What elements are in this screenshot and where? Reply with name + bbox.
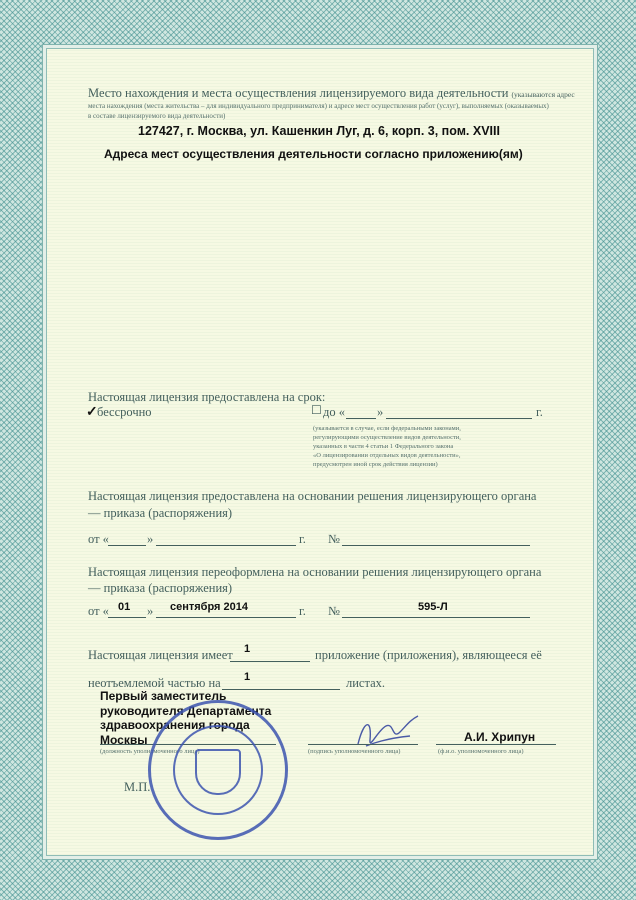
- location-heading: Место нахождения и места осуществления лицензируемого вида деятельности: [88, 86, 509, 100]
- coat-of-arms-icon: [195, 749, 241, 795]
- basis-year-suffix: г.: [299, 532, 306, 546]
- location-note-line2: места нахождения (места жительства – для индивидуального предпринимателя) и адресе мест осуществления работ (услуг), выполняемых (оказываемых): [88, 102, 549, 110]
- reissue-day-line: [108, 617, 146, 618]
- license-address: 127427, г. Москва, ул. Кашенкин Луг, д. 6, корп. 3, пом. XVIII: [138, 124, 500, 138]
- basis-number-line: [342, 545, 530, 546]
- reissue-day: 01: [118, 601, 131, 613]
- position-line: Москвы: [100, 732, 148, 747]
- basis-quote-close: »: [147, 532, 154, 546]
- basis-line2: — приказа (распоряжения): [88, 506, 233, 520]
- reissue-line1: Настоящая лицензия переоформлена на основании решения лицензирующего органа: [88, 565, 542, 579]
- basis-from-prefix: от «: [88, 532, 109, 546]
- seal-place-mark: М.П.: [124, 780, 151, 794]
- term-indefinite: бессрочно: [97, 405, 152, 419]
- reissue-line2: — приказа (распоряжения): [88, 581, 233, 595]
- appendix-count-line: [230, 661, 310, 662]
- reissue-number: 595-Л: [418, 601, 448, 613]
- addresses-note: Адреса мест осуществления деятельности согласно приложению(ям): [104, 147, 523, 161]
- appendix-line2-prefix: неотъемлемой частью на: [88, 676, 221, 690]
- appendix-sheets: 1: [244, 671, 251, 683]
- name-line-rule: [436, 744, 556, 745]
- term-label: Настоящая лицензия предоставлена на срок:: [88, 390, 326, 404]
- position-caption: (должность уполномоченного лица): [100, 748, 200, 755]
- until-mid: »: [377, 405, 384, 419]
- reissue-month-year: сентября 2014: [170, 601, 248, 613]
- name-caption: (ф.и.о. уполномоченного лица): [438, 748, 524, 755]
- reissue-number-sign: №: [328, 604, 340, 618]
- appendix-line1-prefix: Настоящая лицензия имеет: [88, 648, 233, 662]
- appendix-line2-suffix: листах.: [346, 676, 386, 690]
- term-note-line: регулирующими осуществление видов деятельности,: [313, 434, 461, 441]
- term-note-line: указанных в части 4 статьи 1 Федерального закона: [313, 443, 454, 450]
- reissue-date-line: [156, 617, 296, 618]
- until-suffix: г.: [536, 405, 543, 419]
- until-date-line: [386, 418, 532, 419]
- basis-day-line: [108, 545, 146, 546]
- appendix-count: 1: [244, 643, 251, 655]
- term-note: [313, 424, 493, 469]
- check-mark: ✓: [86, 403, 98, 419]
- term-note-line: «О лицензировании отдельных видов деятельности»,: [313, 452, 461, 459]
- location-heading-block: [88, 86, 578, 102]
- until-prefix: до «: [323, 405, 345, 419]
- position-line: руководителя Департамента: [100, 703, 272, 718]
- basis-line1: Настоящая лицензия предоставлена на основании решения лицензирующего органа: [88, 489, 537, 503]
- position-line: здравоохранения города: [100, 718, 250, 732]
- sign-line-rule: [308, 744, 418, 745]
- location-note-line3: в составе лицензируемого вида деятельности): [88, 112, 226, 120]
- reissue-year-suffix: г.: [299, 604, 306, 618]
- checkbox-icon: ☐: [311, 403, 322, 417]
- reissue-quote-close: »: [147, 604, 154, 618]
- reissue-from-prefix: от «: [88, 604, 109, 618]
- reissue-number-line: [342, 617, 530, 618]
- basis-number-sign: №: [328, 532, 340, 546]
- until-day-line: [346, 418, 376, 419]
- term-note-line: предусмотрен иной срок действия лицензии): [313, 461, 438, 468]
- appendix-line1-suffix: приложение (приложения), являющееся её: [315, 648, 542, 662]
- official-seal: [148, 700, 288, 840]
- term-note-line: (указывается в случае, если федеральными законами,: [313, 425, 461, 432]
- basis-date-line: [156, 545, 296, 546]
- position-line: Первый заместитель: [100, 689, 227, 703]
- signatory-name: А.И. Хрипун: [464, 730, 536, 744]
- location-note-inline: (указываются адрес: [511, 90, 575, 99]
- sign-caption: (подпись уполномоченного лица): [308, 748, 401, 755]
